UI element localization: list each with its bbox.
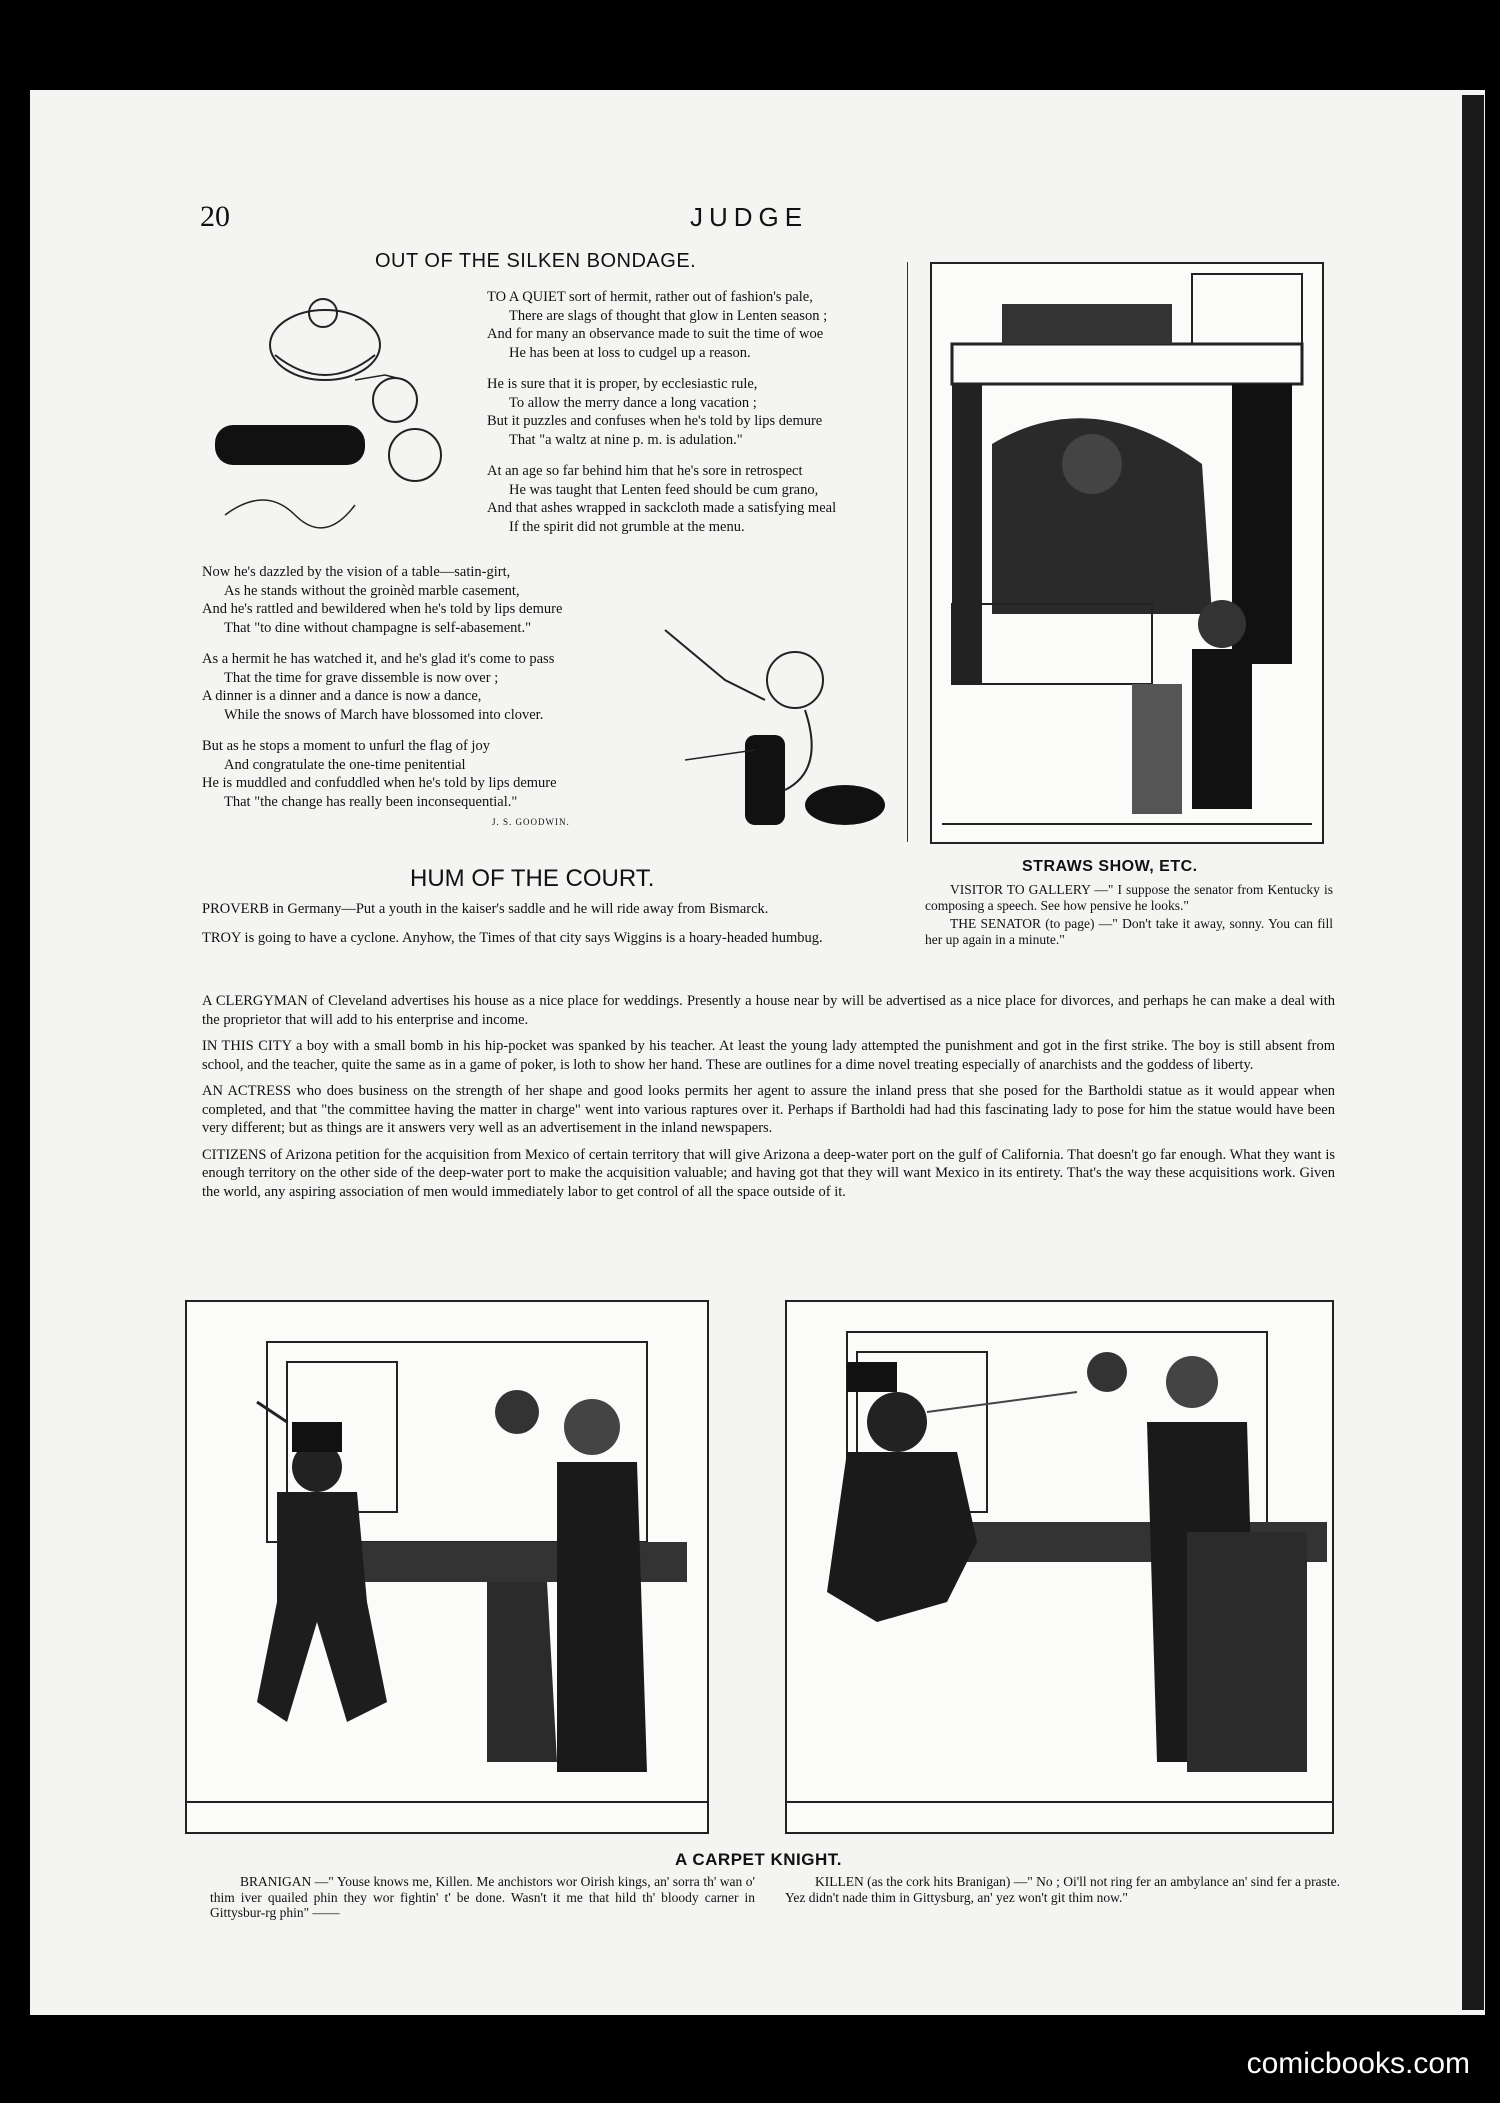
- straws-line-1: VISITOR TO GALLERY —" I suppose the senator from Kentucky is composing a speech. See how pensive he looks.": [925, 882, 1333, 913]
- dancer-illustration: [205, 285, 475, 535]
- hum-paragraph-4: IN THIS CITY a boy with a small bomb in his hip-pocket was spanked by his teacher. At least the young lady attempted the punishment and got in the first strike. The boy is still absent from school, and the teacher, quite the same as in a game of poker, is loth to show her hand. These are outlines for a dime novel treating especially of anarchists and the goddess of liberty.: [202, 1038, 1335, 1073]
- cherub-illustration: [645, 570, 895, 855]
- hum-paragraph-1: PROVERB in Germany—Put a youth in the kaiser's saddle and he will ride away from Bismarck.: [202, 901, 769, 917]
- watermark: comicbooks.com: [1246, 2047, 1470, 2080]
- carpet-caption-left: BRANIGAN —" Youse knows me, Killen. Me anchistors wor Oirish kings, an' sorra th' wan o' thim iver quailed phin they wor fightin' t' be done. Wasn't it me that hild th' bloody carner in Gittysbur-rg phin" ——: [210, 1874, 755, 1920]
- hum-paragraph-3: A CLERGYMAN of Cleveland advertises his house as a nice place for weddings. Presently a house near by will be advertised as a nice place for divorces, and perhaps he can make a deal with the proprietor that will add to his enterprise and income.: [202, 993, 1335, 1028]
- poem-title: OUT OF THE SILKEN BONDAGE.: [375, 250, 697, 272]
- bar-illustration-left: [185, 1300, 709, 1834]
- binding-spine: [1462, 95, 1484, 2010]
- hum-title: HUM OF THE COURT.: [410, 865, 655, 892]
- senate-illustration: [930, 262, 1324, 844]
- bar-illustration-right: [785, 1300, 1334, 1834]
- hum-wide-column: [202, 992, 1335, 1201]
- hum-paragraph-2: TROY is going to have a cyclone. Anyhow, the Times of that city says Wiggins is a hoary-headed humbug.: [202, 929, 823, 946]
- straws-line-2: THE SENATOR (to page) —" Don't take it away, sonny. You can fill her up again in a minute.": [925, 916, 1333, 947]
- hum-paragraph-5: AN ACTRESS who does business on the strength of her shape and good looks permits her agent to assure the inland press that she posed for the Bartholdi statue as it would appear when completed, and that "the committee having the matter in charge" went into various raptures over it. Perhaps if Bartholdi had had this fascinating lady to pose for him the statue would have been very different; but as things are it answers very well as an advertisement in the inland newspapers.: [202, 1083, 1335, 1136]
- straws-title: STRAWS SHOW, ETC.: [1022, 858, 1198, 875]
- poem-upper: TO A QUIET sort of hermit, rather out of fashion's pale, There are slags of thought that glow in Lenten season ; And for many an observance made to suit the time of woe He has been at loss to cudgel up a reason. He is sure that it is proper, by ecclesiastic rule, To allow the merry dance a long vacation ; But it puzzles and confuses when he's told by lips demure That "a waltz at nine p. m. is adulation." At an age so far behind him that he's sore in retrospect He was taught that Lenten feed should be cum grano, And that ashes wrapped in sackcloth made a satisfying meal If the spirit did not grumble at the menu.: [487, 289, 837, 535]
- hum-paragraph-6: CITIZENS of Arizona petition for the acquisition from Mexico of certain territory that will give Arizona a deep-water port on the gulf of California. That doesn't go far enough. What they want is enough territory on the other side of the deep-water port to make the acquisition valuable; and having got that they will want Mexico in its entirety. That's the way these acquisitions work. Given the world, any aspiring association of men would immediately labor to get control of all the space outside of it.: [202, 1146, 1335, 1200]
- magazine-title: JUDGE: [690, 202, 809, 232]
- column-divider: [907, 262, 908, 842]
- page-number: 20: [200, 200, 230, 233]
- carpet-caption-right: KILLEN (as the cork hits Branigan) —" No ; Oi'll not ring fer an ambylance an' sind fer a praste. Yez didn't nade thim in Gittysburg, an' yez won't git thim now.": [785, 1874, 1340, 1905]
- poem-lower: Now he's dazzled by the vision of a table—satin-girt, As he stands without the groinèd marble casement, And he's rattled and bewildered when he's told by lips demure That "to dine without champagne is self-abasement." As a hermit he has watched it, and he's glad it's come to pass That the time for grave dissemble is now over ; A dinner is a dinner and a dance is now a dance, While the snows of March have blossomed into clover. But as he stops a moment to unfurl the flag of joy And congratulate the one-time penitential He is muddled and confuddled when he's told by lips demure That "the change has really been inconsequential." J. S. GOODWIN.: [202, 563, 642, 832]
- poem-signature: J. S. GOODWIN.: [492, 817, 570, 827]
- straws-caption: [925, 882, 1333, 948]
- carpet-title: A CARPET KNIGHT.: [675, 1850, 842, 1869]
- hum-narrow-column: [202, 900, 900, 947]
